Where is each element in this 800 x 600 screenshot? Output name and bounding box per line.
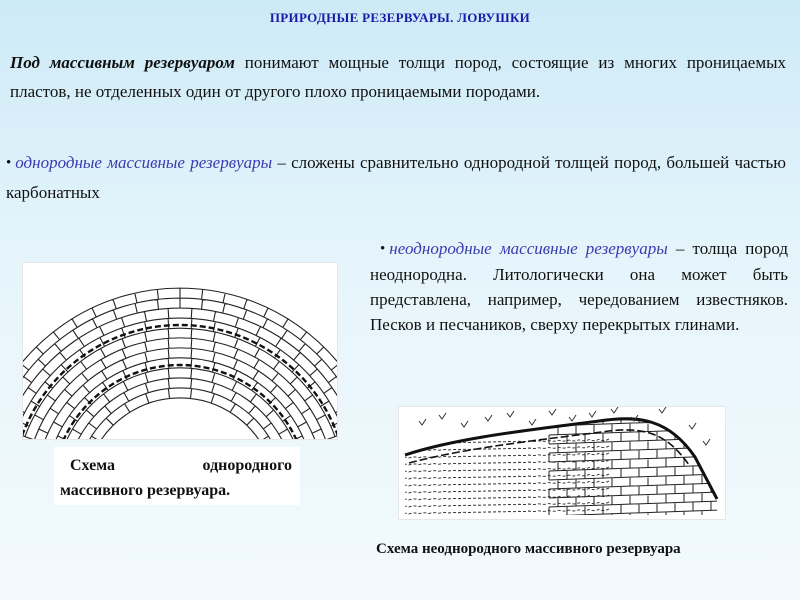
definition-text: понимают мощные толщи пород, состоящие из многих проницаемых пластов, не отделенных один от другого плохо проницаемыми породами. bbox=[10, 53, 786, 101]
homogeneous-caption bbox=[54, 447, 300, 505]
heterogeneous-text: – толща пород неоднородна. Литологически она может быть представлена, например, чередованием известняков. Песков и песчаников, сверху перекрытых глинами. bbox=[370, 239, 789, 334]
hill-drawing bbox=[399, 407, 725, 519]
heterogeneous-caption: Схема неоднородного массивного резервуара bbox=[376, 541, 681, 557]
homogeneous-text: – сложены сравнительно однородной толщей пород, большей частью карбонатных bbox=[6, 153, 786, 202]
heterogeneous-reservoir-diagram bbox=[398, 406, 726, 520]
brick-courses bbox=[23, 288, 337, 439]
heterogeneous-term: неоднородные массивные резервуары bbox=[389, 239, 668, 258]
homogeneous-reservoir-diagram bbox=[22, 262, 338, 440]
homogeneous-paragraph bbox=[6, 148, 786, 207]
layer-band bbox=[23, 325, 337, 436]
bullet-icon: • bbox=[380, 241, 386, 257]
heterogeneous-paragraph bbox=[370, 236, 788, 337]
arch-drawing bbox=[23, 263, 337, 439]
sandstone-layers bbox=[399, 439, 609, 515]
bullet-icon: • bbox=[6, 155, 12, 171]
caption-line: массивного резервуара. bbox=[60, 482, 231, 499]
definition-term: Под массивным резервуаром bbox=[10, 53, 235, 72]
definition-paragraph bbox=[10, 48, 786, 106]
slide-title: ПРИРОДНЫЕ РЕЗЕРВУАРЫ. ЛОВУШКИ bbox=[269, 10, 531, 25]
caption-word: Схема bbox=[70, 457, 116, 474]
clay-cap-outline bbox=[405, 419, 717, 499]
homogeneous-term: однородные массивные резервуары bbox=[15, 153, 273, 172]
caption-word: однородного bbox=[202, 457, 292, 474]
